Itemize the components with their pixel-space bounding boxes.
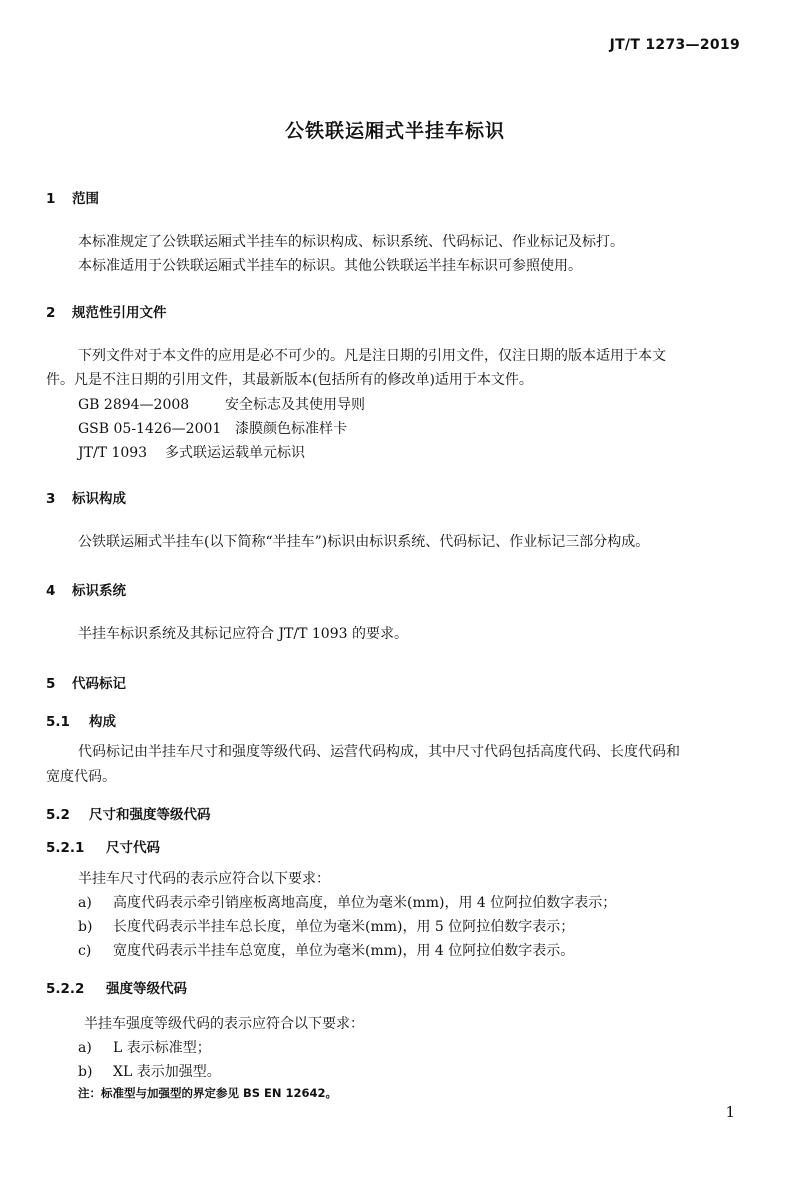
section-number: 5 [46, 676, 56, 692]
paragraph: 件。凡是不注日期的引用文件，其最新版本(包括所有的修改单)适用于本文件。 [46, 372, 533, 388]
section-1-heading [46, 187, 99, 207]
reference-name: 漆膜颜色标准样卡 [235, 421, 347, 437]
list-item [78, 892, 616, 912]
list-item-text: XL 表示加强型。 [113, 1064, 221, 1080]
paragraph: 下列文件对于本文件的应用是必不可少的。凡是注日期的引用文件，仅注日期的版本适用于本文 [78, 348, 666, 364]
paragraph: 公铁联运厢式半挂车(以下简称“半挂车”)标识由标识系统、代码标记、作业标记三部分构成。 [78, 534, 650, 550]
paragraph: 宽度代码。 [46, 769, 116, 785]
paragraph: 本标准适用于公铁联运厢式半挂车的标识。其他公铁联运半挂车标识可参照使用。 [78, 258, 582, 274]
reference-name: 安全标志及其使用导则 [225, 397, 365, 413]
section-number: 5.1 [46, 714, 70, 730]
list-item-text: L 表示标准型； [113, 1040, 211, 1056]
section-number: 5.2.1 [46, 840, 85, 856]
section-number: 5.2 [46, 807, 70, 823]
list-item [78, 916, 574, 936]
section-4-heading [46, 579, 126, 599]
section-title: 构成 [89, 714, 116, 730]
list-item-label: a) [78, 895, 92, 911]
list-item-label: b) [78, 919, 93, 935]
reference-code: GSB 05-1426—2001 [78, 421, 222, 437]
section-5-1-heading [46, 710, 116, 730]
list-item-label: a) [78, 1040, 92, 1056]
section-2-heading [46, 301, 167, 321]
reference-item [78, 394, 365, 414]
paragraph: 代码标记由半挂车尺寸和强度等级代码、运营代码构成，其中尺寸代码包括高度代码、长度代码和 [78, 744, 680, 760]
reference-code: JT/T 1093 [78, 445, 148, 461]
section-number: 5.2.2 [46, 981, 85, 997]
section-number: 2 [46, 305, 56, 321]
list-item [78, 1061, 221, 1081]
section-title: 强度等级代码 [106, 981, 187, 997]
page-number: 1 [725, 1103, 735, 1121]
list-item-text: 高度代码表示牵引销座板离地高度，单位为毫米(mm)，用 4 位阿拉伯数字表示； [113, 895, 617, 911]
reference-code: GB 2894—2008 [78, 397, 190, 413]
list-item [78, 1037, 211, 1057]
list-item-label: c) [78, 943, 92, 959]
section-5-2-heading [46, 803, 211, 823]
document-title: 公铁联运厢式半挂车标识 [284, 120, 505, 142]
section-title: 范围 [72, 191, 99, 207]
list-item-text: 长度代码表示半挂车总长度，单位为毫米(mm)，用 5 位阿拉伯数字表示； [113, 919, 575, 935]
paragraph: 半挂车强度等级代码的表示应符合以下要求： [84, 1016, 364, 1032]
section-title: 规范性引用文件 [72, 305, 167, 321]
section-5-2-2-heading [46, 977, 187, 997]
section-title: 尺寸代码 [106, 840, 160, 856]
section-5-2-1-heading [46, 836, 160, 856]
section-title: 代码标记 [72, 676, 126, 692]
list-item [78, 940, 574, 960]
list-item-text: 宽度代码表示半挂车总宽度，单位为毫米(mm)，用 4 位阿拉伯数字表示。 [113, 943, 575, 959]
section-3-heading [46, 487, 126, 507]
reference-name: 多式联运运载单元标识 [165, 445, 305, 461]
list-item-label: b) [78, 1064, 93, 1080]
section-number: 3 [46, 491, 56, 507]
section-number: 1 [46, 191, 56, 207]
section-title: 标识系统 [72, 583, 126, 599]
reference-item [78, 418, 347, 438]
section-5-heading [46, 672, 126, 692]
standard-code: JT/T 1273—2019 [609, 37, 740, 53]
paragraph: 半挂车标识系统及其标记应符合 JT/T 1093 的要求。 [78, 626, 408, 642]
paragraph: 半挂车尺寸代码的表示应符合以下要求： [78, 871, 330, 887]
section-title: 标识构成 [72, 491, 126, 507]
section-number: 4 [46, 583, 56, 599]
section-title: 尺寸和强度等级代码 [89, 807, 211, 823]
paragraph: 本标准规定了公铁联运厢式半挂车的标识构成、标识系统、代码标记、作业标记及标打。 [78, 234, 624, 250]
note: 注：标准型与加强型的界定参见 BS EN 12642。 [78, 1086, 338, 1100]
reference-item [78, 442, 305, 462]
